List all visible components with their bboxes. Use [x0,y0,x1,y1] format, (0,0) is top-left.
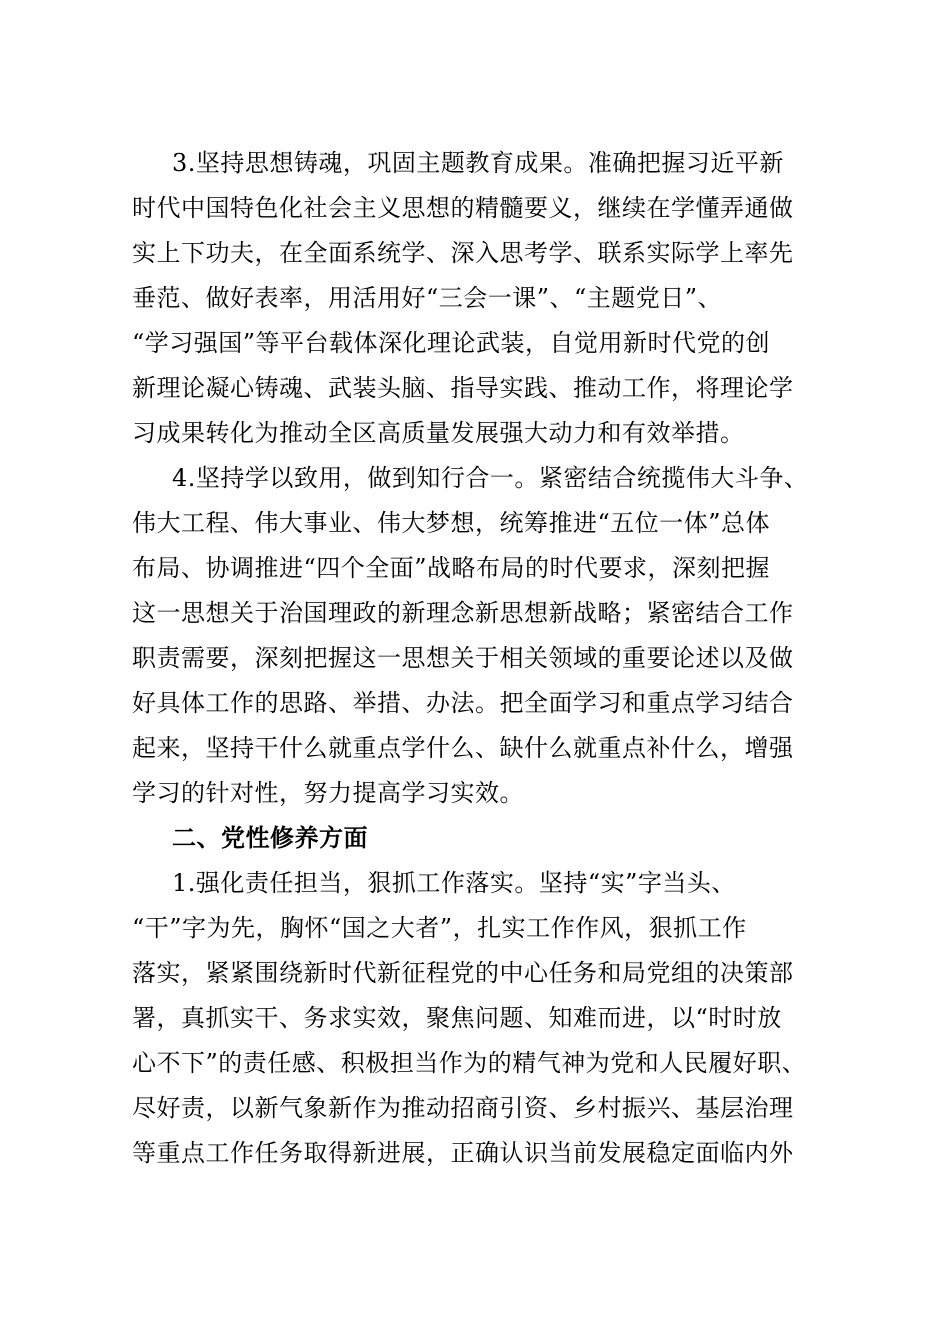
paragraph-3-line-4: 垂范、做好表率，用活用好“三会一课”、“主题党日”、 [132,284,723,312]
section-heading: 二、党性修养方面 [172,824,368,852]
section-2-paragraph-1-line-4: 署，真抓实干、务求实效，聚焦问题、知难而进，以“时时放 [132,1004,782,1032]
paragraph-4-line-2: 伟大工程、伟大事业、伟大梦想，统筹推进“五位一体”总体 [132,509,771,537]
paragraph-4-line-8: 学习的针对性，努力提高学习实效。 [132,779,524,807]
paragraph-3-line-7: 习成果转化为推动全区高质量发展强大动力和有效举措。 [132,419,745,447]
section-2-paragraph-1-line-7: 等重点工作任务取得新进展，正确认识当前发展稳定面临内外 [132,1139,794,1167]
section-2-paragraph-1-line-6: 尽好责，以新气象新作为推动招商引资、乡村振兴、基层治理 [132,1094,794,1122]
section-2-paragraph-1-line-3: 落实，紧紧围绕新时代新征程党的中心任务和局党组的决策部 [132,959,794,987]
paragraph-4-line-3: 布局、协调推进“四个全面”战略布局的时代要求，深刻把握 [132,554,771,582]
paragraph-3-line-3: 实上下功夫，在全面系统学、深入思考学、联系实际学上率先 [132,239,794,267]
paragraph-4-line-6: 好具体工作的思路、举措、办法。把全面学习和重点学习结合 [132,689,794,717]
paragraph-3-line-1: 3.坚持思想铸魂，巩固主题教育成果。准确把握习近平新 [172,149,784,177]
paragraph-4-line-4: 这一思想关于治国理政的新理念新思想新战略；紧密结合工作 [132,599,794,627]
section-2-paragraph-1-line-5: 心不下”的责任感、积极担当作为的精气神为党和人民履好职、 [132,1049,807,1077]
paragraph-3-line-5: “学习强国”等平台载体深化理论武装，自觉用新时代党的创 [132,329,771,357]
section-2-paragraph-1-line-2: “干”字为先，胸怀“国之大者”，扎实工作作风，狠抓工作 [132,914,747,942]
paragraph-3-line-2: 时代中国特色化社会主义思想的精髓要义，继续在学懂弄通做 [132,194,794,222]
paragraph-4-line-1: 4.坚持学以致用，做到知行合一。紧密结合统揽伟大斗争、 [172,464,809,492]
paragraph-4-line-5: 职责需要，深刻把握这一思想关于相关领域的重要论述以及做 [132,644,794,672]
section-2-paragraph-1-line-1: 1.强化责任担当，狠抓工作落实。坚持“实”字当头、 [172,869,736,897]
paragraph-4-line-7: 起来，坚持干什么就重点学什么、缺什么就重点补什么，增强 [132,734,794,762]
paragraph-3-line-6: 新理论凝心铸魂、武装头脑、指导实践、推动工作，将理论学 [132,374,794,402]
